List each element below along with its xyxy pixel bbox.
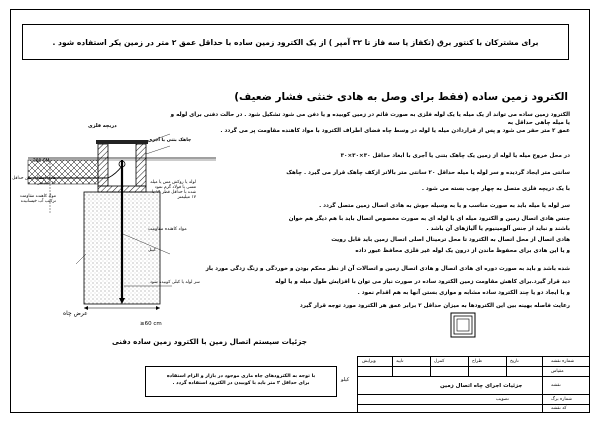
tb-drawing-title: جزئیات اجرای چاه اتصال زمین [440,383,523,389]
paragraph-line: و یا ایجاد دو یا چند الکترود ساده مشابه و موازی بستن آنها به هم اقدام نمود . [357,290,570,296]
tb-check: کنترل [434,359,445,364]
note-box [145,366,337,397]
tb-code: کد نقشه [551,406,567,411]
label-clamp: سر لوله یا کبلی کوبیده شود [150,280,200,285]
label-dim: 300 CM [33,159,50,164]
paragraph-line: سر لوله یا میله باید به صورت مناسب و یا به وسیله جوش به هادی اتصال زمین متصل گردد . [319,203,570,209]
section-title: الکترود زمین ساده (فقط برای وصل به هادی خنثی فشار ضعیف) [234,91,568,103]
paragraph-line: با یک دریچه فلزی متصل به چهار چوب بسته می شود . [421,186,570,192]
tb-designer: طراح [472,359,482,364]
label-pipe: لوله یا روکش مس یا میله مسی یا فولاد گرم نمود شده با حداقل قطر ۱۹ یا ۱۷ میلیمتر [150,180,196,200]
leader-line [146,146,170,154]
width-label: عرض چاه [63,310,88,317]
depth-label: ≥60 cm [140,321,162,327]
paragraph-line: دید قرار گیرد.برای کاهش مقاومت زمین الکترود ساده در صورت نیاز می توان با افزایش طول میله و یا لوله [275,279,570,285]
label-cable: کیبل [148,248,156,253]
pit-wall-left [98,144,108,186]
tb-date: تاریخ [510,359,519,364]
paragraph-line: الکترود زمین ساده می تواند از یک میله یا یک لوله فلزی به صورت قائم در زمین کوبیده و یا دفن می شود تشکیل شود . در حالت دفنی برای لوله و یا میله چاهی حداقل به [170,112,570,127]
paragraph-line: باشند و نباید از جنس آلومینیوم یا آلیاژهای آن باشد . [426,226,570,232]
paragraph-line: هادی اتصال از محل اتصال به الکترود تا محل ترمینال اصلی اتصال زمین باید قابل رویت [331,237,570,243]
label-resist: مواد کاهنده مقاومت [148,227,187,232]
tb-sheet: شماره برگ [551,397,572,402]
label-conductor: هادی اتصال زمین حداقل ۱۶ میلیمتر [12,176,56,186]
paragraph-line: در محل خروج میله یا لوله از زمین یک چاهک بتنی یا آجری با ابعاد حداقل ۳۰×۳۰×۳۰ [340,153,570,159]
tb-project: شماره نقشه [551,359,575,364]
tb-rev: ویرایش [362,359,376,364]
paragraph-line: سانتی متر ایجاد گردیده و سر لوله یا میله حداقل ۲۰ سانتی متر بالاتر ازکف چاهک قرار می گیرد . چاهک [286,170,570,176]
pit-plan-symbol [450,312,476,338]
notice-box [22,24,569,60]
paragraph-line: جنس هادی اتصال زمین و الکترود میله ای یا لوله ای به صورت مخصوص اتصال باید با هم دیگر هم خوان [288,216,570,222]
label-lid: دریچه فلزی [88,123,117,129]
tb-scale: مقیاس [551,369,564,374]
note-line: برای حداقل ۲ متر باید با کوبیدن در الکترود استفاده گردد . [172,380,310,386]
label-fill: مواد کاهنده مقاومت ترکیب آب خیسانیده [19,194,56,204]
diagram-caption: جزئیات سیستم اتصال زمین با الکترود زمین ساده دفنی [112,337,307,346]
pit-wall-right [136,144,146,186]
note-line: با توجه به الکترودهای چاه ماری موجود در بازار و الزام استفاده [166,374,316,379]
note-label: کیلو [341,377,350,383]
label-pit: چاهک بتنی یا آجری [148,138,192,143]
paragraph-line: شده باشد و باید به صورت دوره ای هادی اتصال و هادی اتصال زمین و اتصالات آن از نظر محکم بودن و خوردگی و زنگ زدگی مورد باز [205,266,570,272]
notice-text: برای مشترکان با کنتور برق (تکفاز یا سه فاز تا ۳۲ آمپر ) از یک الکترود زمین ساده با حداقل عمق ۲ متر در زمین یکر استفاده شود . [52,37,539,47]
tb-approve: تایید [396,359,404,364]
tb-drawing: نقشه [551,383,561,388]
paragraph-line: عمق ۲ متر حفر می شود و پس از قراردادن میله یا لوله در وسط چاه فضای اطراف الکترود با مواد کاهنده مقاومت پر می گردد . [220,128,570,134]
metal-lid [96,140,148,144]
paragraph-line: رعایت فاصله بهینه بین این الکترودها به میزان حداقل ۲ برابر عمق هر الکترود مورد توجه قرار گیرد [299,303,570,309]
tb-approval: تصویب [496,397,509,402]
paragraph-line: و یا این هادی برای محفوظ ماندن از درون یک لوله غیر فلزی محافظ عبور داده [355,248,570,254]
